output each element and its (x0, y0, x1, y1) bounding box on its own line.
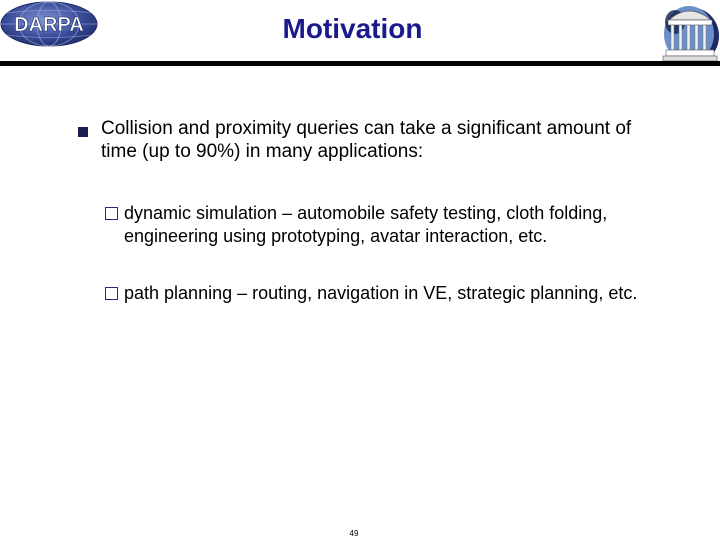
sub-bullet (105, 282, 645, 305)
sub-bullet (105, 202, 645, 247)
main-bullet-text: Collision and proximity queries can take a significant amount of time (up to 90%) in many applications: (101, 118, 632, 162)
sub-bullet-text: path planning – routing, navigation in VE, strategic planning, etc. (124, 283, 638, 303)
hollow-square-bullet-icon (105, 287, 118, 300)
title-divider (0, 61, 720, 66)
rotunda-logo (655, 0, 720, 66)
sub-bullet-text: dynamic simulation – automobile safety testing, cloth folding, engineering using prototyping, avatar interaction, etc. (124, 203, 608, 246)
square-bullet-icon (78, 127, 88, 137)
slide-title: Motivation (282, 13, 423, 44)
main-bullet (78, 118, 638, 163)
page-number: 49 (349, 529, 359, 538)
hollow-square-bullet-icon (105, 207, 118, 220)
darpa-logo-text: DARPA (14, 14, 84, 36)
